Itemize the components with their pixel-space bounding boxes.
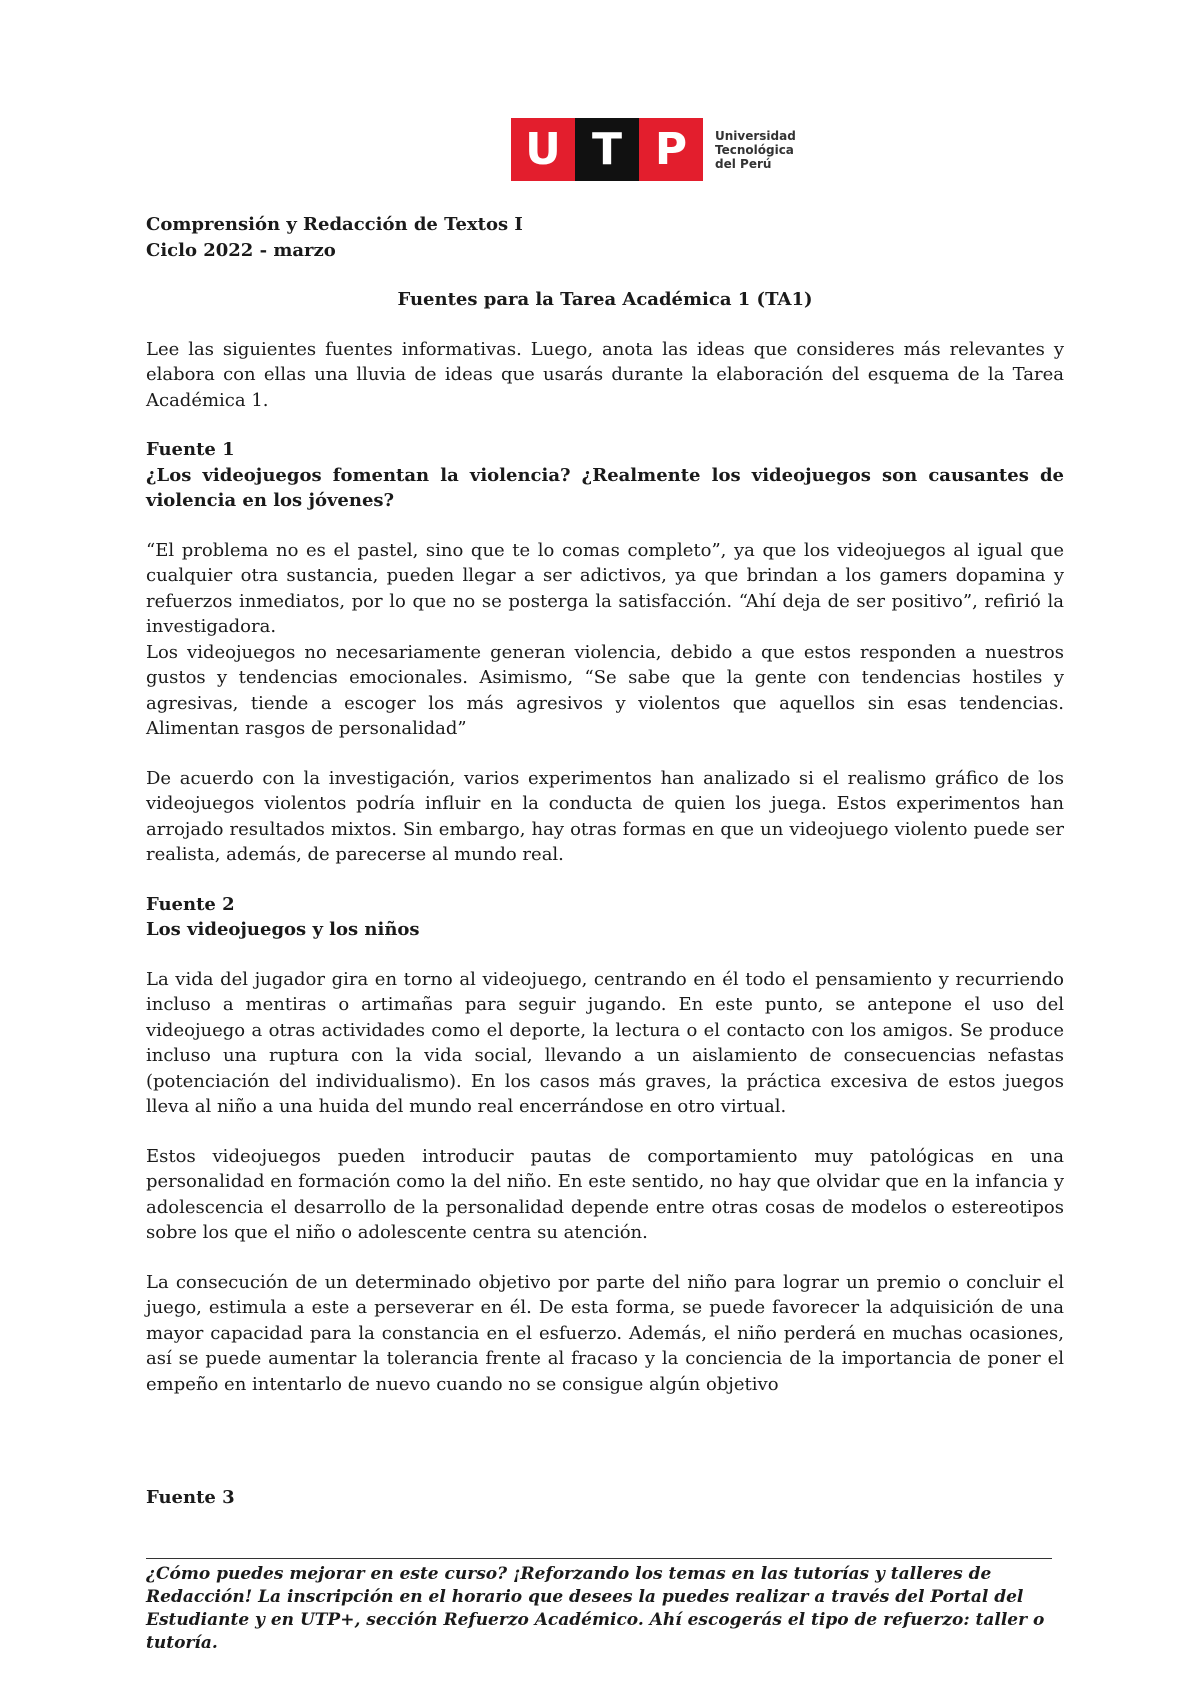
logo-name-line: del Perú [715,156,772,171]
source-2-paragraph: La vida del jugador gira en torno al videojuego, centrando en él todo el pensamiento y recurriendo incluso a mentiras o artimañas para seguir jugando. En este punto, se antepone el uso del videojuego a otras actividades como el deporte, la lectura o el contacto con los amigos. Se produce incluso una ruptura con la vida social, llevando a un aislamiento de consecuencias nefastas (potenciación del individualismo). En los casos más graves, la práctica excesiva de estos juegos lleva al niño a una huida del mundo real encerrándose en otro virtual. [146,968,1064,1117]
utp-logo [511,118,796,181]
source-3-label: Fuente 3 [146,1487,235,1508]
source-2-paragraph: Estos videojuegos pueden introducir pautas de comportamiento muy patológicas en una personalidad en formación como la del niño. En este sentido, no hay que olvidar que en la infancia y adolescencia el desarrollo de la personalidad depende entre otras cosas de modelos o estereotipos sobre los que el niño o adolescente centra su atención. [146,1145,1064,1243]
logo-name-line: Universidad [715,128,796,143]
document-body [146,212,1064,1511]
source-2-paragraph: La consecución de un determinado objetivo por parte del niño para lograr un premio o concluir el juego, estimula a este a perseverar en él. De esta forma, se puede favorecer la adquisición de una mayor capacidad para la constancia en el esfuerzo. Además, el niño perderá en muchas ocasiones, así se puede aumentar la tolerancia frente al fracaso y la conciencia de la importancia de poner el empeño en intentarlo de nuevo cuando no se consigue algún objetivo [146,1271,1064,1395]
logo-letter-p: P [639,118,703,181]
logo-letter-u: U [511,118,575,181]
source-2-label: Fuente 2 [146,893,235,915]
logo-university-name [715,129,796,171]
footer-note: ¿Cómo puedes mejorar en este curso? ¡Reforzando los temas en las tutorías y talleres de Redacción! La inscripción en el horario que desees la puedes realizar a través del Portal del Estudiante y en UTP+, sección Refuerzo Académico. Ahí escogerás el tipo de refuerzo: taller o tutoría. [146,1558,1052,1655]
document-title: Fuentes para la Tarea Académica 1 (TA1) [397,289,813,310]
source-1-paragraph: Los videojuegos no necesariamente generan violencia, debido a que estos responden a nuestros gustos y tendencias emocionales. Asimismo, “Se sabe que la gente con tendencias hostiles y agresivas, tiende a escoger los más agresivos y violentos que aquellos sin esas tendencias. Alimentan rasgos de personalidad” [146,641,1064,739]
source-1-paragraph: De acuerdo con la investigación, varios experimentos han analizado si el realismo gráfico de los videojuegos violentos podría influir en la conducta de quien los juega. Estos experimentos han arrojado resultados mixtos. Sin embargo, hay otras formas en que un videojuego violento puede ser realista, además, de parecerse al mundo real. [146,767,1064,865]
source-2-title: Los videojuegos y los niños [146,919,420,940]
course-name: Comprensión y Redacción de Textos I [146,214,523,235]
logo-letter-t: T [575,118,639,181]
cycle-label: Ciclo 2022 - marzo [146,239,336,261]
source-1-paragraph: “El problema no es el pastel, sino que te lo comas completo”, ya que los videojuegos al igual que cualquier otra sustancia, pueden llegar a ser adictivos, ya que brindan a los gamers dopamina y refuerzos inmediatos, por lo que no se posterga la satisfacción. “Ahí deja de ser positivo”, refirió la investigadora. [146,539,1064,637]
logo-name-line: Tecnológica [715,142,794,157]
intro-paragraph: Lee las siguientes fuentes informativas. Luego, anota las ideas que consideres más relevantes y elabora con ellas una lluvia de ideas que usarás durante la elaboración del esquema de la Tarea Académica 1. [146,338,1064,411]
source-1-label: Fuente 1 [146,439,235,460]
source-1-title: ¿Los videojuegos fomentan la violencia? ¿Realmente los videojuegos son causantes de violencia en los jóvenes? [146,464,1064,511]
